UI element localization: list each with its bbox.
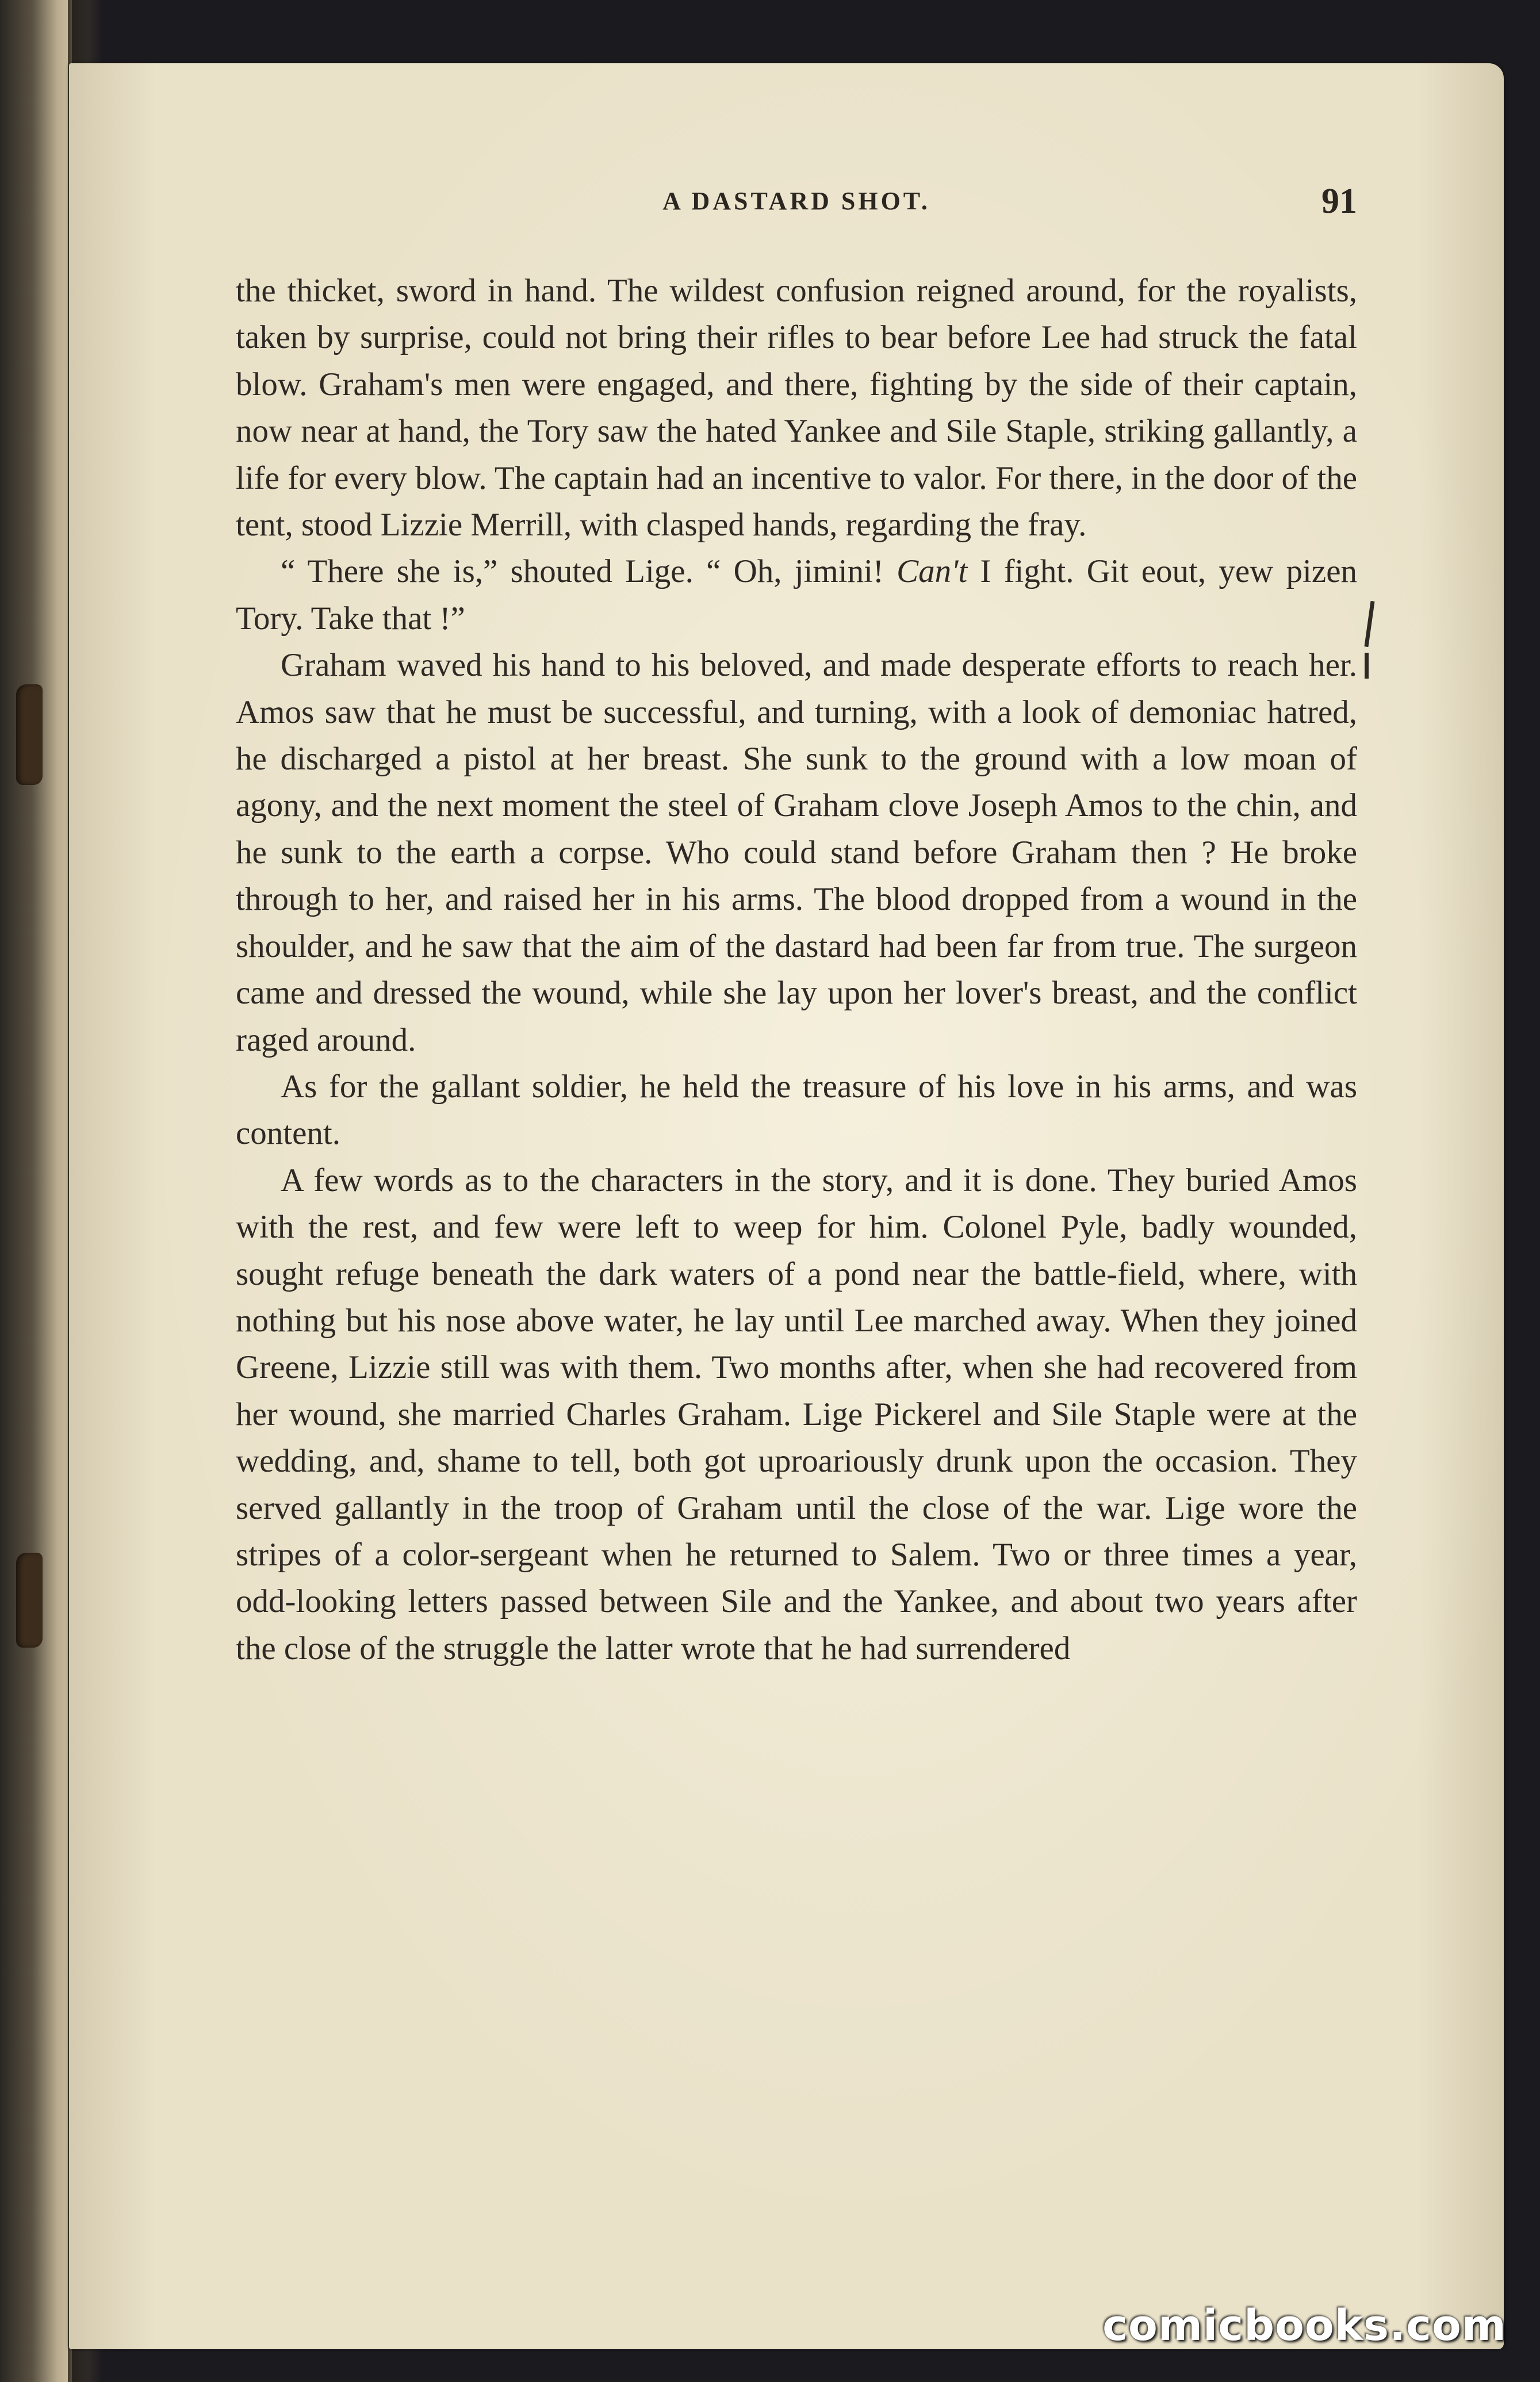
dialogue-part: “ There she is,” shouted Lige. “ Oh, jimini! (281, 553, 897, 590)
dialogue-part: I fight. Git eout, yew pizen Tory. Take that !” (236, 553, 1357, 637)
binding-stitch-bottom (16, 1553, 43, 1648)
watermark: comicbooks.com (1102, 2301, 1507, 2350)
facing-page-edge (0, 0, 72, 2382)
emphasized-word: Can't (897, 553, 968, 590)
paragraph-1: the thicket, sword in hand. The wildest confusion reigned around, for the royalists, taken by surprise, could not bring their rifles to bear before Lee had struck the fatal blow. Graham's men were engaged, and there, fighting by the side of their captain, now near at hand, the Tory saw the hated Yankee and Sile Staple, striking gallantly, a life for every blow. The captain had an incentive to valor. For there, in the door of the tent, stood Lizzie Merrill, with clasped hands, regarding the fray. (236, 273, 1357, 543)
margin-pencil-mark (1365, 653, 1369, 679)
running-title: A DASTARD SHOT. (662, 187, 930, 215)
paragraph-3: Graham waved his hand to his beloved, and made desperate efforts to reach her. Amos saw that he must be successful, and turning, with a look of demoniac hatred, he discharged a pistol at her breast. She sunk to the ground with a low moan of agony, and the next moment the steel of Graham clove Joseph Amos to the chin, and he sunk to the earth a corpse. Who could stand before Graham then ? He broke through to her, and raised her in his arms. The blood dropped from a wound in the shoulder, and he saw that the aim of the dastard had been far from true. The surgeon came and dressed the wound, while she lay upon her lover's breast, and the conflict raged around. (236, 647, 1357, 1058)
binding-stitch-top (16, 684, 43, 785)
body-text (236, 267, 1357, 1672)
paragraph-2 (236, 548, 1357, 642)
page-number: 91 (1321, 182, 1357, 221)
running-header (236, 178, 1357, 224)
paragraph-5: A few words as to the characters in the story, and it is done. They buried Amos with the rest, and few were left to weep for him. Colonel Pyle, badly wounded, sought refuge beneath the dark waters of a pond near the battle-field, where, with nothing but his nose above water, he lay until Lee marched away. When they joined Greene, Lizzie still was with them. Two months after, when she had recovered from her wound, she married Charles Graham. Lige Pickerel and Sile Staple were at the wedding, and, shame to tell, both got uproariously drunk upon the occasion. They served gallantly in the troop of Graham until the close of the war. Lige wore the stripes of a color-sergeant when he returned to Salem. Two or three times a year, odd-looking letters passed between Sile and the Yankee, and about two years after the close of the struggle the latter wrote that he had surrendered (236, 1162, 1357, 1667)
paragraph-4: As for the gallant soldier, he held the treasure of his love in his arms, and was content. (236, 1068, 1357, 1152)
